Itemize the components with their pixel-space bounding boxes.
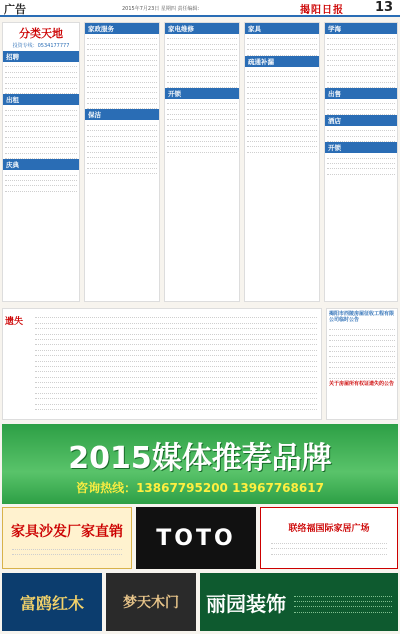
section-header: 开锁 <box>325 142 397 153</box>
lost-lines <box>33 313 319 410</box>
col2-sections <box>85 23 159 174</box>
notice-lines <box>327 325 397 379</box>
column-4 <box>244 22 320 302</box>
section-header: 学海 <box>325 23 397 34</box>
toto-ad <box>136 507 256 569</box>
union-plaza-title: 联络福国际家居广场 <box>288 524 370 535</box>
text-line <box>12 550 122 555</box>
section-header: 家政服务 <box>85 23 159 34</box>
toto-logo: TOTO <box>156 525 236 551</box>
section-header: 开锁 <box>165 88 239 99</box>
column-3 <box>164 22 240 302</box>
section-title: 广告 <box>4 3 26 16</box>
classified-phone: 投资专线：0534177777 <box>12 43 70 49</box>
notice-box <box>326 308 398 420</box>
column-2 <box>84 22 160 302</box>
text-line <box>35 405 317 410</box>
left-column <box>2 22 80 302</box>
col4-sections <box>245 23 319 153</box>
decoration-lines <box>292 591 398 613</box>
left-title-box <box>3 23 79 51</box>
text-line <box>5 186 77 191</box>
page-header <box>0 0 400 17</box>
hongmu-ad <box>2 573 102 631</box>
section-header: 出租 <box>3 94 79 105</box>
union-plaza-ad <box>260 507 398 569</box>
text-line <box>294 607 392 612</box>
media-brand-banner <box>2 424 398 504</box>
text-line <box>247 147 317 152</box>
hongmu-title: 富鸥红木 <box>19 593 84 613</box>
page-number: 13 <box>375 0 394 15</box>
section-header: 出售 <box>325 88 397 99</box>
notice-title-2: 关于房屋所有权证遗失的公告 <box>329 380 395 387</box>
banner-headline: 2015媒体推荐品牌 <box>68 440 332 476</box>
section-header: 家具 <box>245 23 319 34</box>
text-line <box>327 169 395 174</box>
classified-title: 分类天地 <box>19 27 63 40</box>
section-header: 保洁 <box>85 109 159 120</box>
notice-title: 揭阳市西陵房屋征收工程有限公司临时公告 <box>329 311 395 323</box>
furniture-ad-title: 家具沙发厂家直销 <box>11 524 123 541</box>
furniture-ad <box>2 507 132 569</box>
section-header: 家电维修 <box>165 23 239 34</box>
decoration-title: 丽园装饰 <box>206 591 286 616</box>
wood-door-ad <box>106 573 196 631</box>
col3-sections <box>165 23 239 153</box>
banner-phone: 咨询热线：13867795200 13967768617 <box>76 480 324 495</box>
section-header: 酒店 <box>325 115 397 126</box>
text-line <box>87 169 157 174</box>
col5-sections <box>325 23 397 175</box>
issue-date: 2015年7月23日 星期四 责任编辑： <box>122 6 203 12</box>
section-header: 庆典 <box>3 159 79 170</box>
wood-door-title: 梦天木门 <box>123 595 179 611</box>
union-plaza-lines <box>269 538 389 554</box>
text-line <box>271 549 387 554</box>
left-sections <box>3 51 79 192</box>
decoration-ad <box>200 573 398 631</box>
furniture-ad-sub <box>8 544 126 555</box>
text-line <box>167 147 237 152</box>
paper-name: 揭阳日报 <box>300 5 344 16</box>
lost-label: 遗失 <box>3 313 25 328</box>
section-header: 疏通补漏 <box>245 56 319 67</box>
column-5 <box>324 22 398 302</box>
section-header: 招聘 <box>3 51 79 62</box>
lost-notices <box>2 308 322 420</box>
